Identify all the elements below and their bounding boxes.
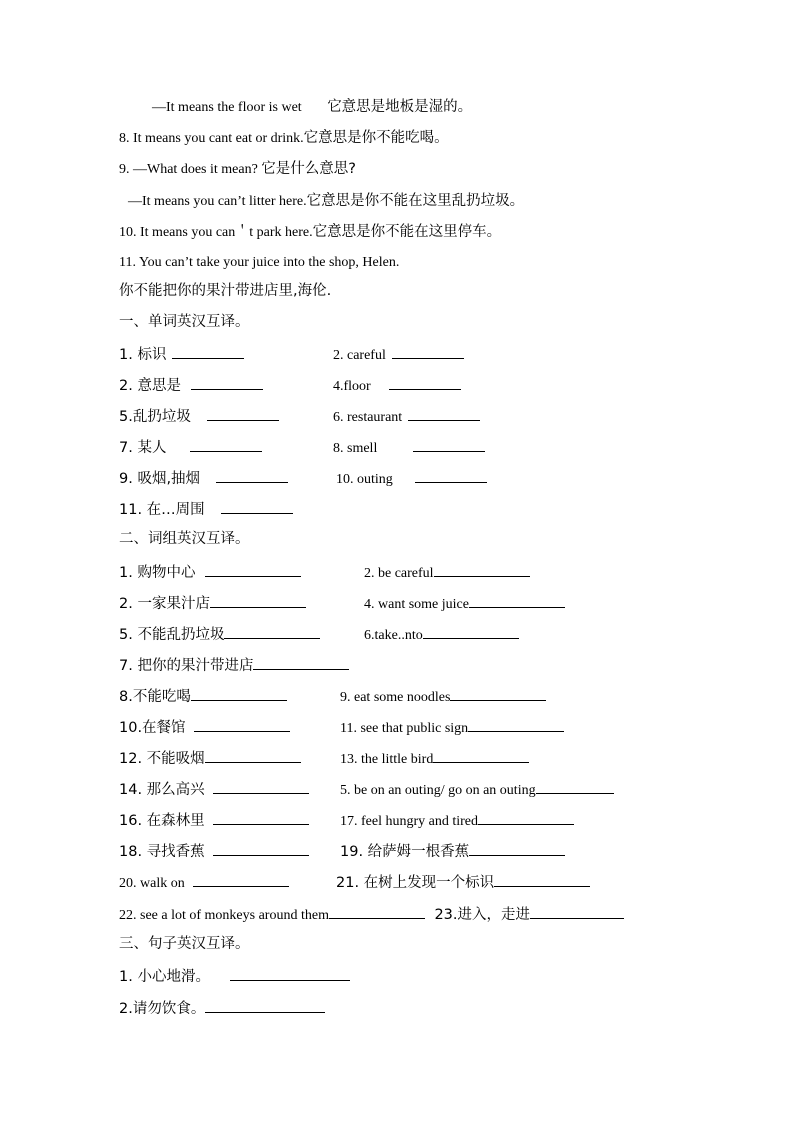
sec2-item-13: 13. the little bird bbox=[340, 752, 434, 767]
sec2-row bbox=[119, 810, 309, 831]
intro-line-2-zh: 它意思是你不能吃喝。 bbox=[303, 130, 449, 146]
answer-blank[interactable] bbox=[434, 562, 530, 577]
sec1-row bbox=[333, 375, 461, 396]
sec2-item-20: 20. walk on bbox=[119, 876, 185, 891]
intro-line-3-en: 9. —What does it mean? bbox=[119, 162, 258, 177]
sec2-item-6: 6.take..nto bbox=[364, 628, 423, 643]
sec2-item-11: 11. see that public sign bbox=[340, 721, 469, 736]
sec2-item-15: 5. be on an outing/ go on an outing bbox=[340, 783, 536, 798]
intro-line-7: 你不能把你的果汁带进店里,海伦. bbox=[119, 283, 332, 299]
sec2-row bbox=[119, 748, 301, 769]
sec2-row bbox=[340, 686, 546, 707]
answer-blank[interactable] bbox=[413, 437, 485, 452]
sec2-row bbox=[340, 717, 564, 738]
sec1-row bbox=[333, 344, 464, 365]
sec1-item-6: 6. restaurant bbox=[333, 410, 403, 425]
section-2-heading: 二、词组英汉互译。 bbox=[119, 531, 250, 547]
sec2-item-4: 4. want some juice bbox=[364, 597, 469, 612]
sec2-row bbox=[119, 841, 309, 862]
intro-line-4 bbox=[128, 192, 524, 211]
section-1-heading: 一、单词英汉互译。 bbox=[119, 314, 250, 330]
sec2-row bbox=[364, 562, 530, 583]
sec2-row bbox=[119, 872, 289, 893]
answer-blank[interactable] bbox=[253, 655, 349, 670]
intro-line-2 bbox=[119, 129, 449, 148]
sec2-row bbox=[119, 562, 301, 583]
sec2-item-19: 19. 给萨姆一根香蕉 bbox=[340, 844, 470, 860]
answer-blank[interactable] bbox=[213, 810, 309, 825]
answer-blank[interactable] bbox=[433, 748, 529, 763]
answer-blank[interactable] bbox=[415, 468, 487, 483]
intro-line-3-zh: 它是什么意思? bbox=[261, 161, 356, 177]
sec1-item-5: 5.乱扔垃圾 bbox=[119, 409, 191, 425]
sec3-row bbox=[119, 966, 350, 987]
answer-blank[interactable] bbox=[194, 717, 290, 732]
sec2-item-23: 23.进入，走进 bbox=[434, 907, 531, 923]
sec3-row bbox=[119, 998, 325, 1019]
sec2-row bbox=[119, 717, 290, 738]
sec1-item-9: 9. 吸烟,抽烟 bbox=[119, 471, 201, 487]
sec1-item-2: 2. careful bbox=[333, 348, 386, 363]
answer-blank[interactable] bbox=[216, 468, 288, 483]
sec1-row bbox=[119, 375, 263, 396]
intro-line-1 bbox=[152, 98, 472, 117]
answer-blank[interactable] bbox=[213, 779, 309, 794]
answer-blank[interactable] bbox=[478, 810, 574, 825]
sec2-item-2: 2. be careful bbox=[364, 566, 434, 581]
sec1-row bbox=[119, 406, 279, 427]
answer-blank[interactable] bbox=[389, 375, 461, 390]
sec2-row bbox=[340, 779, 614, 800]
intro-line-5-zh: 它意思是你不能在这里停车。 bbox=[312, 224, 502, 240]
answer-blank[interactable] bbox=[205, 562, 301, 577]
sec2-row bbox=[340, 810, 574, 831]
sec1-row bbox=[336, 468, 487, 489]
sec2-item-22: 22. see a lot of monkeys around them bbox=[119, 908, 329, 923]
answer-blank[interactable] bbox=[392, 344, 464, 359]
answer-blank[interactable] bbox=[205, 748, 301, 763]
sec1-item-1: 1. 标识 bbox=[119, 347, 167, 363]
sec2-row bbox=[364, 593, 565, 614]
answer-blank[interactable] bbox=[172, 344, 244, 359]
answer-blank[interactable] bbox=[213, 841, 309, 856]
sec1-item-7: 7. 某人 bbox=[119, 440, 167, 456]
answer-blank[interactable] bbox=[210, 593, 306, 608]
intro-line-5-en: 10. It means you can＇t park here. bbox=[119, 225, 313, 240]
intro-line-4-en: —It means you can’t litter here. bbox=[128, 194, 307, 209]
answer-blank[interactable] bbox=[329, 904, 425, 919]
sec1-item-8: 8. smell bbox=[333, 441, 378, 456]
intro-line-1-en: —It means the floor is wet bbox=[152, 100, 302, 115]
sec3-item-2: 2.请勿饮食。 bbox=[119, 1001, 206, 1017]
answer-blank[interactable] bbox=[423, 624, 519, 639]
sec2-item-5: 5. 不能乱扔垃圾 bbox=[119, 627, 225, 643]
sec2-row bbox=[336, 872, 590, 893]
sec2-row bbox=[119, 904, 624, 925]
sec1-item-10: 10. outing bbox=[336, 472, 393, 487]
answer-blank[interactable] bbox=[408, 406, 480, 421]
answer-blank[interactable] bbox=[221, 499, 293, 514]
sec1-row bbox=[333, 437, 485, 458]
sec2-item-9: 9. eat some noodles bbox=[340, 690, 451, 705]
sec2-row bbox=[119, 655, 349, 676]
sec3-item-1: 1. 小心地滑。 bbox=[119, 969, 210, 985]
intro-line-2-en: 8. It means you cant eat or drink. bbox=[119, 131, 304, 146]
answer-blank[interactable] bbox=[469, 593, 565, 608]
sec2-row bbox=[119, 624, 320, 645]
answer-blank[interactable] bbox=[536, 779, 614, 794]
sec1-row bbox=[119, 437, 262, 458]
answer-blank[interactable] bbox=[193, 872, 289, 887]
answer-blank[interactable] bbox=[468, 717, 564, 732]
sec1-row bbox=[119, 344, 244, 365]
answer-blank[interactable] bbox=[224, 624, 320, 639]
sec1-row bbox=[333, 406, 480, 427]
answer-blank[interactable] bbox=[207, 406, 279, 421]
sec2-row bbox=[119, 779, 309, 800]
sec1-item-3: 2. 意思是 bbox=[119, 378, 181, 394]
section-3-heading: 三、句子英汉互译。 bbox=[119, 936, 250, 952]
answer-blank[interactable] bbox=[450, 686, 546, 701]
intro-line-3 bbox=[119, 160, 356, 179]
sec2-item-1: 1. 购物中心 bbox=[119, 565, 196, 581]
sec1-row bbox=[119, 468, 288, 489]
sec2-item-17: 17. feel hungry and tired bbox=[340, 814, 479, 829]
answer-blank[interactable] bbox=[205, 998, 325, 1013]
sec2-row bbox=[364, 624, 519, 645]
answer-blank[interactable] bbox=[190, 437, 262, 452]
sec2-item-10: 10.在餐馆 bbox=[119, 720, 186, 736]
sec2-row bbox=[119, 686, 287, 707]
intro-line-4-zh: 它意思是你不能在这里乱扔垃圾。 bbox=[306, 193, 525, 209]
sec2-item-8: 8.不能吃喝 bbox=[119, 689, 191, 705]
sec2-item-3: 2. 一家果汁店 bbox=[119, 596, 210, 612]
sec2-item-18: 18. 寻找香蕉 bbox=[119, 844, 205, 860]
intro-line-6: 11. You can’t take your juice into the shop, Helen. bbox=[119, 255, 400, 270]
sec1-item-4: 4.floor bbox=[333, 379, 371, 394]
sec1-row bbox=[119, 499, 293, 520]
sec2-row bbox=[340, 748, 529, 769]
sec2-item-12: 12. 不能吸烟 bbox=[119, 751, 205, 767]
sec2-item-16: 16. 在森林里 bbox=[119, 813, 205, 829]
answer-blank[interactable] bbox=[530, 904, 624, 919]
sec1-item-11: 11. 在…周围 bbox=[119, 502, 205, 518]
intro-line-5 bbox=[119, 223, 501, 242]
answer-blank[interactable] bbox=[469, 841, 565, 856]
sec2-row bbox=[119, 593, 306, 614]
answer-blank[interactable] bbox=[191, 686, 287, 701]
sec2-item-21: 21. 在树上发现一个标识 bbox=[336, 875, 495, 891]
answer-blank[interactable] bbox=[191, 375, 263, 390]
answer-blank[interactable] bbox=[230, 966, 350, 981]
sec2-item-14: 14. 那么高兴 bbox=[119, 782, 205, 798]
sec2-row bbox=[340, 841, 565, 862]
sec2-item-7: 7. 把你的果汁带进店 bbox=[119, 658, 254, 674]
intro-line-1-zh: 它意思是地板是湿的。 bbox=[327, 99, 473, 115]
answer-blank[interactable] bbox=[494, 872, 590, 887]
